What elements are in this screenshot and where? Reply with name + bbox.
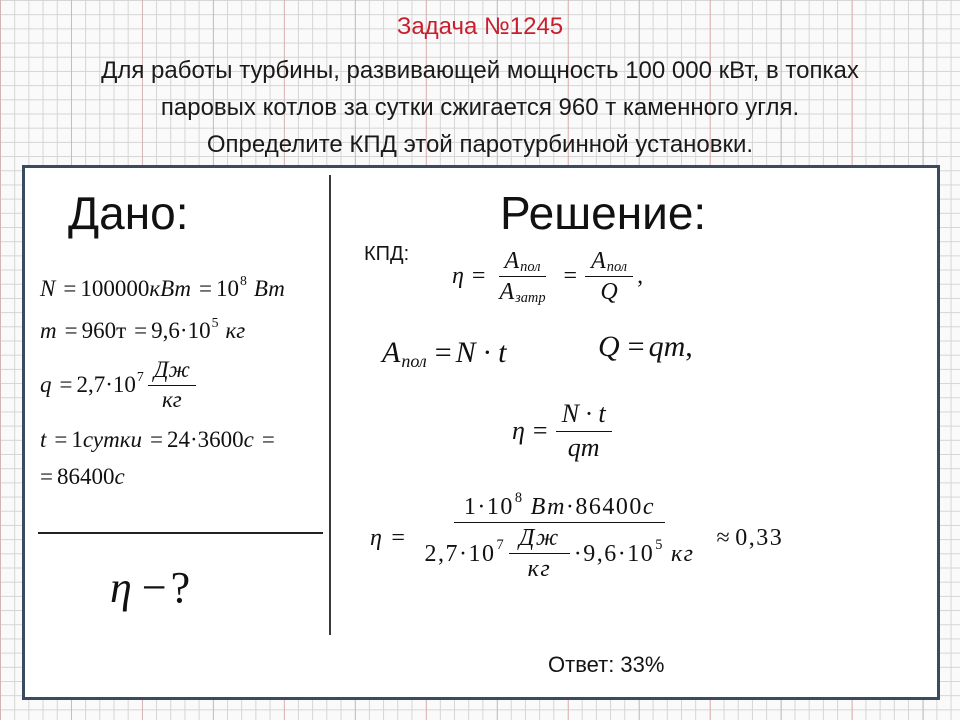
comma: , <box>685 330 693 363</box>
work-symbol: A <box>499 279 515 305</box>
equals-sign: = <box>261 427 275 452</box>
given-heading: Дано: <box>68 187 189 239</box>
useful-over-spent-fraction <box>493 246 551 307</box>
heat-exponent: 7 <box>136 368 144 384</box>
fraction-denominator <box>414 523 704 584</box>
equals-sign: = <box>627 330 645 363</box>
time-value: 1 <box>71 427 83 452</box>
power-value-unit: кВт <box>149 276 192 301</box>
denominator-mass-exponent: 5 <box>655 536 664 553</box>
efficiency-fraction <box>556 398 612 464</box>
fraction-numerator <box>499 246 547 277</box>
denominator-mass-value: ·9,6·10 <box>573 540 655 567</box>
numerator-unit-watt: Вт <box>530 494 566 520</box>
equals-sign: = <box>434 336 452 369</box>
heat-symbol: q <box>40 372 52 398</box>
eta-symbol: η <box>370 524 384 551</box>
fraction-denominator: Q <box>600 279 618 305</box>
unit-numerator: Дж <box>509 523 570 554</box>
heat-released-formula <box>598 330 693 364</box>
approx-sign: ≈ <box>716 524 732 551</box>
solution-heading: Решение: <box>500 187 707 239</box>
given-time <box>40 427 279 453</box>
time-expression: 24·3600 <box>167 427 244 452</box>
numerator-exponent: 8 <box>514 490 524 507</box>
numerator-unit-second: с <box>642 494 656 520</box>
time-expression-unit: с <box>243 427 254 452</box>
power-exponent: 8 <box>240 272 247 288</box>
efficiency-definition <box>452 246 643 307</box>
equals-sign: = <box>134 318 148 343</box>
equals-sign: = <box>63 276 77 301</box>
answer: Ответ: 33% <box>548 652 665 677</box>
problem-line-3: Определите КПД этой паротурбинной установки. <box>206 131 754 158</box>
find-efficiency <box>110 562 190 613</box>
work-symbol: A <box>504 248 520 274</box>
time-seconds-unit: с <box>114 464 125 489</box>
equals-sign: = <box>150 427 163 452</box>
power-times-time: N · t <box>455 336 507 369</box>
unit-denominator: кг <box>527 556 552 582</box>
given-mass <box>40 314 246 344</box>
eta-symbol: η <box>110 563 132 612</box>
work-subscript: пол <box>401 350 427 371</box>
fraction-numerator <box>585 246 633 277</box>
mass-value: 960 <box>81 318 117 343</box>
power-value: 100000 <box>80 276 150 301</box>
given-find-divider <box>38 532 323 534</box>
useful-over-heat-fraction <box>585 246 633 307</box>
work-symbol: A <box>382 336 401 369</box>
mass-value-unit: т <box>116 318 127 343</box>
given-heat-of-combustion <box>40 356 200 415</box>
problem-statement <box>0 52 960 163</box>
given-time-result <box>40 464 125 490</box>
time-seconds-value: 86400 <box>56 464 115 489</box>
eta-symbol: η <box>452 263 464 289</box>
useful-work-formula <box>382 336 507 370</box>
minus-sign: − <box>141 563 167 612</box>
efficiency-label: КПД: <box>364 243 410 265</box>
heat-expression: qm <box>648 330 686 363</box>
equals-sign: = <box>64 318 78 343</box>
equals-sign: = <box>391 524 407 551</box>
denominator-coefficient: 2,7·10 <box>424 540 496 567</box>
equals-sign: = <box>40 464 53 489</box>
fraction-denominator <box>493 277 551 307</box>
fraction-numerator <box>454 492 665 523</box>
eta-symbol: η <box>512 416 525 445</box>
heat-unit-denominator: кг <box>161 386 182 412</box>
work-subscript: затр <box>515 290 546 307</box>
work-symbol: A <box>591 248 606 274</box>
question-mark: ? <box>170 563 191 612</box>
comma: , <box>637 263 644 289</box>
efficiency-result: 0,33 <box>735 524 784 551</box>
denominator-mass-unit: кг <box>670 540 695 567</box>
work-subscript: пол <box>520 259 541 276</box>
heat-symbol: Q <box>598 330 620 363</box>
power-unit: Вт <box>253 276 285 301</box>
heat-mantissa: 2,7·10 <box>76 372 136 398</box>
fraction-numerator: N · t <box>556 398 612 432</box>
problem-number: Задача №1245 <box>396 13 564 40</box>
equals-sign: = <box>532 416 548 445</box>
efficiency-calculation <box>370 492 783 584</box>
mass-unit: кг <box>225 318 246 343</box>
equals-sign: = <box>471 263 486 289</box>
heat-unit-fraction <box>148 356 196 415</box>
mass-exponent: 5 <box>211 314 219 330</box>
heat-unit-numerator: Дж <box>148 356 196 386</box>
mass-mantissa: 9,6·10 <box>151 318 211 343</box>
work-subscript: пол <box>606 259 628 276</box>
mass-symbol: m <box>40 318 57 343</box>
problem-line-2: паровых котлов за сутки сжигается 960 т каменного угля. <box>160 94 800 121</box>
problem-line-1: Для работы турбины, развивающей мощность 100 000 кВт, в топках <box>101 57 859 84</box>
calculation-fraction <box>414 492 704 584</box>
power-symbol: N <box>40 276 56 301</box>
denominator-unit-fraction <box>509 523 570 584</box>
column-divider <box>329 175 331 635</box>
equals-sign: = <box>59 372 73 398</box>
numerator-coefficient: 1·10 <box>463 494 514 520</box>
denominator-exponent: 7 <box>496 536 506 553</box>
time-symbol: t <box>40 427 47 452</box>
efficiency-formula <box>512 398 616 464</box>
time-value-unit: сутки <box>82 427 143 452</box>
power-base: 10 <box>216 276 240 301</box>
equals-sign: = <box>54 427 68 452</box>
equals-sign: = <box>199 276 213 301</box>
fraction-denominator: qm <box>567 432 600 462</box>
equals-sign: = <box>563 263 578 289</box>
given-power <box>40 272 285 302</box>
numerator-time-value: ·86400 <box>565 494 643 520</box>
